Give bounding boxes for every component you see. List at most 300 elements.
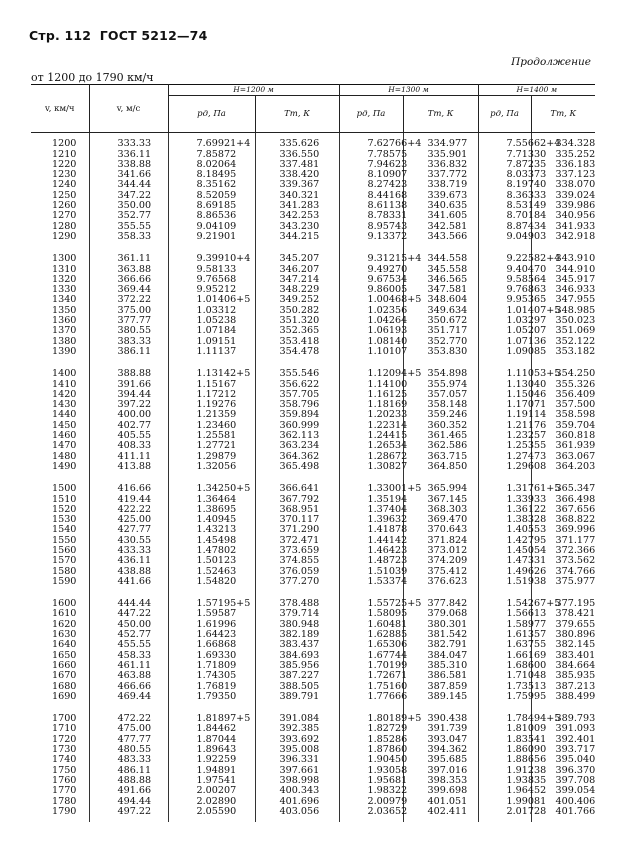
temperature-cell: 378.421	[531, 609, 595, 619]
pressure-cell: 1.43213	[168, 525, 255, 535]
table-row	[31, 247, 595, 264]
pressure-cell: 1.00468+5	[339, 295, 403, 305]
temperature-cell: 354.898	[403, 362, 478, 379]
temperature-cell: 388.505	[255, 682, 339, 692]
temperature-cell: 387.213	[531, 682, 595, 692]
temperature-cell: 335.252	[531, 150, 595, 160]
pressure-cell: 8.69185	[168, 201, 255, 211]
pressure-cell: 1.93835	[478, 776, 531, 786]
pressure-cell: 1.08140	[339, 337, 403, 347]
temperature-cell: 373.659	[255, 546, 339, 556]
temperature-cell: 345.207	[255, 247, 339, 264]
pressure-cell: 9.95365	[478, 295, 531, 305]
speed-ms-cell: 477.77	[89, 735, 168, 745]
pressure-cell: 8.61138	[339, 201, 403, 211]
speed-kmh-cell: 1730	[52, 744, 77, 756]
speed-kmh-cell: 1470	[52, 440, 77, 452]
temperature-cell: 387.859	[403, 682, 478, 692]
pressure-cell: 2.03652	[339, 807, 403, 822]
temperature-cell: 353.182	[531, 347, 595, 362]
speed-ms-cell: 408.33	[89, 441, 168, 451]
speed-kmh-cell: 1790	[52, 805, 77, 817]
speed-ms-cell: 455.55	[89, 640, 168, 650]
table-row	[31, 592, 595, 609]
temperature-cell: 356.622	[255, 380, 339, 390]
pressure-cell: 1.99081	[478, 797, 531, 807]
pressure-cell: 8.44168	[339, 191, 403, 201]
speed-ms-cell: 380.55	[89, 326, 168, 336]
pressure-cell: 1.96452	[478, 786, 531, 796]
temperature-cell: 399.698	[403, 786, 478, 796]
temperature-cell: 397.661	[255, 766, 339, 776]
speed-kmh-cell: 1200	[52, 138, 77, 150]
pressure-cell: 9.21901	[168, 232, 255, 247]
pressure-cell: 1.06193	[339, 326, 403, 336]
temperature-cell: 391.093	[531, 724, 595, 734]
temperature-cell: 338.070	[531, 180, 595, 190]
speed-kmh-cell: 1420	[52, 388, 77, 400]
temperature-cell: 351.069	[531, 326, 595, 336]
speed-ms-cell: 397.22	[89, 400, 168, 410]
temperature-cell: 367.792	[255, 495, 339, 505]
pressure-cell: 8.78331	[339, 211, 403, 221]
temperature-cell: 341.283	[255, 201, 339, 211]
table-row	[31, 232, 595, 247]
pressure-cell: 1.87044	[168, 735, 255, 745]
pressure-cell: 1.17071	[478, 400, 531, 410]
pressure-cell: 1.51938	[478, 577, 531, 592]
pressure-cell: 1.07184	[168, 326, 255, 336]
speed-kmh-cell: 1250	[52, 189, 77, 201]
speed-kmh-cell: 1230	[52, 169, 77, 181]
temperature-cell: 379.714	[255, 609, 339, 619]
temperature-cell: 357.500	[531, 400, 595, 410]
temperature-cell: 346.933	[531, 285, 595, 295]
temperature-cell: 385.310	[403, 661, 478, 671]
speed-kmh-cell: 1580	[52, 565, 77, 577]
temperature-cell: 401.051	[403, 797, 478, 807]
speed-ms-cell: 402.77	[89, 421, 168, 431]
speed-ms-cell: 400.00	[89, 410, 168, 420]
pressure-cell: 8.35162	[168, 180, 255, 190]
pressure-cell: 1.13040	[478, 380, 531, 390]
pressure-cell: 7.94623	[339, 160, 403, 170]
temperature-cell: 347.581	[403, 285, 478, 295]
col-header-pressure-1: pд, Па	[168, 96, 255, 133]
table-row	[31, 786, 595, 796]
pressure-cell: 8.52059	[168, 191, 255, 201]
pressure-cell: 1.92259	[168, 755, 255, 765]
temperature-cell: 391.084	[255, 707, 339, 724]
pressure-cell: 1.09151	[168, 337, 255, 347]
pressure-cell: 1.65306	[339, 640, 403, 650]
speed-ms-cell: 350.00	[89, 201, 168, 211]
speed-kmh-cell: 1770	[52, 785, 77, 797]
speed-ms-cell: 488.88	[89, 776, 168, 786]
temperature-cell: 362.586	[403, 441, 478, 451]
speed-ms-cell: 388.88	[89, 362, 168, 379]
temperature-cell: 344.215	[255, 232, 339, 247]
altitude-header-2: H=1300 м	[339, 85, 478, 96]
temperature-cell: 373.562	[531, 556, 595, 566]
pressure-cell: 1.53374	[339, 577, 403, 592]
temperature-cell: 384.047	[403, 651, 478, 661]
speed-kmh-cell: 1240	[52, 179, 77, 191]
temperature-cell: 342.253	[255, 211, 339, 221]
temperature-cell: 395.040	[531, 755, 595, 765]
row-group	[31, 247, 595, 362]
pressure-cell: 1.20233	[339, 410, 403, 420]
temperature-cell: 339.024	[531, 191, 595, 201]
speed-kmh-cell: 1450	[52, 419, 77, 431]
temperature-cell: 347.955	[531, 295, 595, 305]
speed-ms-cell: 430.55	[89, 536, 168, 546]
temperature-cell: 400.343	[255, 786, 339, 796]
temperature-cell: 351.717	[403, 326, 478, 336]
pressure-cell: 1.33933	[478, 495, 531, 505]
temperature-cell: 355.546	[255, 362, 339, 379]
pressure-cell: 1.74305	[168, 671, 255, 681]
speed-ms-cell: 355.55	[89, 222, 168, 232]
speed-ms-cell: 366.66	[89, 275, 168, 285]
pressure-cell: 1.49626	[478, 567, 531, 577]
pressure-cell: 1.36464	[168, 495, 255, 505]
speed-kmh-cell: 1660	[52, 659, 77, 671]
temperature-cell: 352.770	[403, 337, 478, 347]
temperature-cell: 391.739	[403, 724, 478, 734]
speed-kmh-cell: 1590	[52, 575, 77, 587]
pressure-cell: 1.84462	[168, 724, 255, 734]
temperature-cell: 388.499	[531, 692, 595, 707]
speed-kmh-cell: 1520	[52, 503, 77, 515]
pressure-cell: 1.77666	[339, 692, 403, 707]
speed-kmh-cell: 1620	[52, 618, 77, 630]
pressure-cell: 1.58095	[339, 609, 403, 619]
pressure-cell: 9.31215+4	[339, 247, 403, 264]
pressure-cell: 1.76819	[168, 682, 255, 692]
speed-kmh-cell: 1370	[52, 325, 77, 337]
pressure-cell: 1.71048	[478, 671, 531, 681]
pressure-cell: 2.01728	[478, 807, 531, 822]
temperature-cell: 366.498	[531, 495, 595, 505]
pressure-cell: 8.10907	[339, 170, 403, 180]
temperature-cell: 371.824	[403, 536, 478, 546]
temperature-cell: 351.320	[255, 316, 339, 326]
pressure-cell: 9.76863	[478, 285, 531, 295]
pressure-cell: 7.55662+4	[478, 133, 531, 150]
speed-kmh-cell: 1640	[52, 639, 77, 651]
temperature-cell: 360.818	[531, 431, 595, 441]
altitude-header-3: H=1400 м	[478, 85, 595, 96]
pressure-cell: 1.01406+5	[168, 295, 255, 305]
temperature-cell: 389.793	[531, 707, 595, 724]
pressure-cell: 1.56613	[478, 609, 531, 619]
pressure-cell: 8.95743	[339, 222, 403, 232]
speed-ms-cell: 383.33	[89, 337, 168, 347]
pressure-cell: 1.48723	[339, 556, 403, 566]
speed-ms-cell: 363.88	[89, 265, 168, 275]
table-row	[31, 477, 595, 494]
pressure-cell: 1.82729	[339, 724, 403, 734]
temperature-cell: 358.598	[531, 410, 595, 420]
speed-kmh-cell: 1400	[52, 368, 77, 380]
temperature-cell: 339.367	[255, 180, 339, 190]
temperature-cell: 402.411	[403, 807, 478, 822]
temperature-cell: 392.401	[531, 735, 595, 745]
standard-code: ГОСТ 5212—74	[99, 28, 208, 43]
pressure-cell: 1.09085	[478, 347, 531, 362]
pressure-cell: 1.12094+5	[339, 362, 403, 379]
pressure-cell: 9.58564	[478, 275, 531, 285]
speed-kmh-cell: 1700	[52, 713, 77, 725]
pressure-cell: 1.75160	[339, 682, 403, 692]
pressure-cell: 1.25355	[478, 441, 531, 451]
speed-ms-cell: 416.66	[89, 477, 168, 494]
pressure-cell: 1.36122	[478, 505, 531, 515]
pressure-cell: 1.11053+5	[478, 362, 531, 379]
page-number: Стр. 112	[29, 28, 92, 43]
speed-kmh-cell: 1270	[52, 210, 77, 222]
pressure-cell: 1.26534	[339, 441, 403, 451]
speed-kmh-cell: 1740	[52, 754, 77, 766]
temperature-cell: 337.123	[531, 170, 595, 180]
speed-ms-cell: 372.22	[89, 295, 168, 305]
pressure-cell: 1.01407+5	[478, 306, 531, 316]
pressure-cell: 1.22314	[339, 421, 403, 431]
temperature-cell: 348.229	[255, 285, 339, 295]
pressure-cell: 1.71809	[168, 661, 255, 671]
speed-kmh-cell: 1320	[52, 273, 77, 285]
pressure-cell: 1.30827	[339, 462, 403, 477]
col-header-pressure-2: pд, Па	[339, 96, 403, 133]
temperature-cell: 340.956	[531, 211, 595, 221]
pressure-cell: 1.62885	[339, 630, 403, 640]
temperature-cell: 403.056	[255, 807, 339, 822]
temperature-cell: 355.326	[531, 380, 595, 390]
pressure-cell: 8.36333	[478, 191, 531, 201]
temperature-cell: 401.766	[531, 807, 595, 822]
speed-ms-cell: 436.11	[89, 556, 168, 566]
temperature-cell: 363.234	[255, 441, 339, 451]
temperature-cell: 373.012	[403, 546, 478, 556]
pressure-cell: 1.10107	[339, 347, 403, 362]
pressure-cell: 8.87434	[478, 222, 531, 232]
temperature-cell: 379.655	[531, 620, 595, 630]
pressure-cell: 1.23257	[478, 431, 531, 441]
temperature-cell: 339.673	[403, 191, 478, 201]
pressure-cell: 1.11137	[168, 347, 255, 362]
pressure-cell: 2.00207	[168, 786, 255, 796]
speed-ms-cell: 352.77	[89, 211, 168, 221]
temperature-cell: 389.791	[255, 692, 339, 707]
temperature-cell: 367.145	[403, 495, 478, 505]
pressure-cell: 1.58977	[478, 620, 531, 630]
pressure-cell: 1.19276	[168, 400, 255, 410]
temperature-cell: 335.626	[255, 133, 339, 150]
speed-kmh-cell: 1630	[52, 629, 77, 641]
pressure-cell: 8.19740	[478, 180, 531, 190]
temperature-cell: 336.183	[531, 160, 595, 170]
speed-kmh-cell: 1690	[52, 690, 77, 702]
temperature-cell: 370.117	[255, 515, 339, 525]
temperature-cell: 374.766	[531, 567, 595, 577]
temperature-cell: 358.796	[255, 400, 339, 410]
row-group	[31, 592, 595, 707]
pressure-cell: 8.18495	[168, 170, 255, 180]
speed-ms-cell: 425.00	[89, 515, 168, 525]
speed-ms-cell: 419.44	[89, 495, 168, 505]
pressure-cell: 8.02064	[168, 160, 255, 170]
speed-kmh-cell: 1750	[52, 764, 77, 776]
pressure-cell: 1.54267+5	[478, 592, 531, 609]
temperature-cell: 377.195	[531, 592, 595, 609]
temperature-cell: 390.438	[403, 707, 478, 724]
pressure-cell: 7.69921+4	[168, 133, 255, 150]
temperature-cell: 342.918	[531, 232, 595, 247]
speed-kmh-cell: 1710	[52, 723, 77, 735]
temperature-cell: 372.366	[531, 546, 595, 556]
temperature-cell: 360.999	[255, 421, 339, 431]
temperature-cell: 363.067	[531, 452, 595, 462]
pressure-cell: 1.66868	[168, 640, 255, 650]
temperature-cell: 394.362	[403, 745, 478, 755]
temperature-cell: 357.057	[403, 390, 478, 400]
temperature-cell: 341.605	[403, 211, 478, 221]
temperature-cell: 374.855	[255, 556, 339, 566]
temperature-cell: 396.370	[531, 766, 595, 776]
speed-kmh-cell: 1780	[52, 795, 77, 807]
temperature-cell: 352.122	[531, 337, 595, 347]
pressure-cell: 1.78494+5	[478, 707, 531, 724]
speed-kmh-cell: 1720	[52, 733, 77, 745]
pressure-cell: 1.60481	[339, 620, 403, 630]
temperature-cell: 359.704	[531, 421, 595, 431]
temperature-cell: 336.832	[403, 160, 478, 170]
speed-ms-cell: 483.33	[89, 755, 168, 765]
col-header-temp-3: Tт, К	[531, 96, 595, 133]
temperature-cell: 365.994	[403, 477, 478, 494]
pressure-cell: 1.29608	[478, 462, 531, 477]
speed-ms-cell: 441.66	[89, 577, 168, 592]
speed-ms-cell: 447.22	[89, 609, 168, 619]
temperature-cell: 364.850	[403, 462, 478, 477]
temperature-cell: 340.321	[255, 191, 339, 201]
temperature-cell: 341.933	[531, 222, 595, 232]
speed-kmh-cell: 1610	[52, 608, 77, 620]
temperature-cell: 375.977	[531, 577, 595, 592]
temperature-cell: 377.842	[403, 592, 478, 609]
pressure-cell: 1.44142	[339, 536, 403, 546]
pressure-cell: 1.97541	[168, 776, 255, 786]
pressure-cell: 1.91238	[478, 766, 531, 776]
temperature-cell: 350.023	[531, 316, 595, 326]
pressure-cell: 1.59587	[168, 609, 255, 619]
speed-ms-cell: 377.77	[89, 316, 168, 326]
pressure-cell: 1.39632	[339, 515, 403, 525]
pressure-cell: 1.04264	[339, 316, 403, 326]
temperature-cell: 350.282	[255, 306, 339, 316]
speed-kmh-cell: 1530	[52, 514, 77, 526]
speed-ms-cell: 461.11	[89, 661, 168, 671]
speed-ms-cell: 494.44	[89, 797, 168, 807]
speed-kmh-cell: 1300	[52, 253, 77, 265]
temperature-cell: 377.270	[255, 577, 339, 592]
temperature-cell: 344.558	[403, 247, 478, 264]
table-row	[31, 133, 595, 150]
speed-ms-cell: 427.77	[89, 525, 168, 535]
speed-kmh-cell: 1340	[52, 294, 77, 306]
pressure-cell: 1.81009	[478, 724, 531, 734]
pressure-cell: 1.47802	[168, 546, 255, 556]
pressure-cell: 1.67744	[339, 651, 403, 661]
speed-ms-cell: 450.00	[89, 620, 168, 630]
speed-kmh-cell: 1290	[52, 230, 77, 242]
speed-ms-cell: 386.11	[89, 347, 168, 362]
temperature-cell: 343.230	[255, 222, 339, 232]
pressure-cell: 1.14100	[339, 380, 403, 390]
speed-ms-cell: 411.11	[89, 452, 168, 462]
pressure-cell: 1.83541	[478, 735, 531, 745]
temperature-cell: 369.470	[403, 515, 478, 525]
pressure-cell: 8.70184	[478, 211, 531, 221]
pressure-cell: 1.98322	[339, 786, 403, 796]
pressure-cell: 1.33001+5	[339, 477, 403, 494]
pressure-cell: 1.85286	[339, 735, 403, 745]
pressure-cell: 1.37404	[339, 505, 403, 515]
pressure-cell: 1.63755	[478, 640, 531, 650]
temperature-cell: 372.471	[255, 536, 339, 546]
speed-ms-cell: 466.66	[89, 682, 168, 692]
pressure-cell: 1.86090	[478, 745, 531, 755]
pressure-cell: 8.03373	[478, 170, 531, 180]
row-group	[31, 133, 595, 247]
pressure-cell: 1.81897+5	[168, 707, 255, 724]
pressure-cell: 1.55725+5	[339, 592, 403, 609]
speed-ms-cell: 375.00	[89, 306, 168, 316]
pressure-cell: 1.93058	[339, 766, 403, 776]
speed-kmh-cell: 1760	[52, 774, 77, 786]
pressure-cell: 1.31761+5	[478, 477, 531, 494]
pressure-cell: 2.02890	[168, 797, 255, 807]
table-row	[31, 462, 595, 477]
temperature-cell: 364.203	[531, 462, 595, 477]
table-row	[31, 807, 595, 822]
speed-ms-cell: 472.22	[89, 707, 168, 724]
temperature-cell: 387.227	[255, 671, 339, 681]
pressure-cell: 1.79350	[168, 692, 255, 707]
pressure-cell: 1.29879	[168, 452, 255, 462]
speed-kmh-cell: 1500	[52, 483, 77, 495]
temperature-cell: 339.986	[531, 201, 595, 211]
speed-ms-cell: 458.33	[89, 651, 168, 661]
pressure-cell: 1.57195+5	[168, 592, 255, 609]
temperature-cell: 367.656	[531, 505, 595, 515]
temperature-cell: 368.303	[403, 505, 478, 515]
speed-ms-cell: 413.88	[89, 462, 168, 477]
pressure-cell: 1.87860	[339, 745, 403, 755]
table-row	[31, 707, 595, 724]
pressure-cell: 1.27473	[478, 452, 531, 462]
pressure-cell: 1.40945	[168, 515, 255, 525]
pressure-cell: 1.61996	[168, 620, 255, 630]
temperature-cell: 360.352	[403, 421, 478, 431]
temperature-cell: 369.996	[531, 525, 595, 535]
temperature-cell: 385.935	[531, 671, 595, 681]
speed-ms-cell: 338.88	[89, 160, 168, 170]
speed-kmh-cell: 1650	[52, 649, 77, 661]
speed-ms-cell: 438.88	[89, 567, 168, 577]
speed-ms-cell: 391.66	[89, 380, 168, 390]
